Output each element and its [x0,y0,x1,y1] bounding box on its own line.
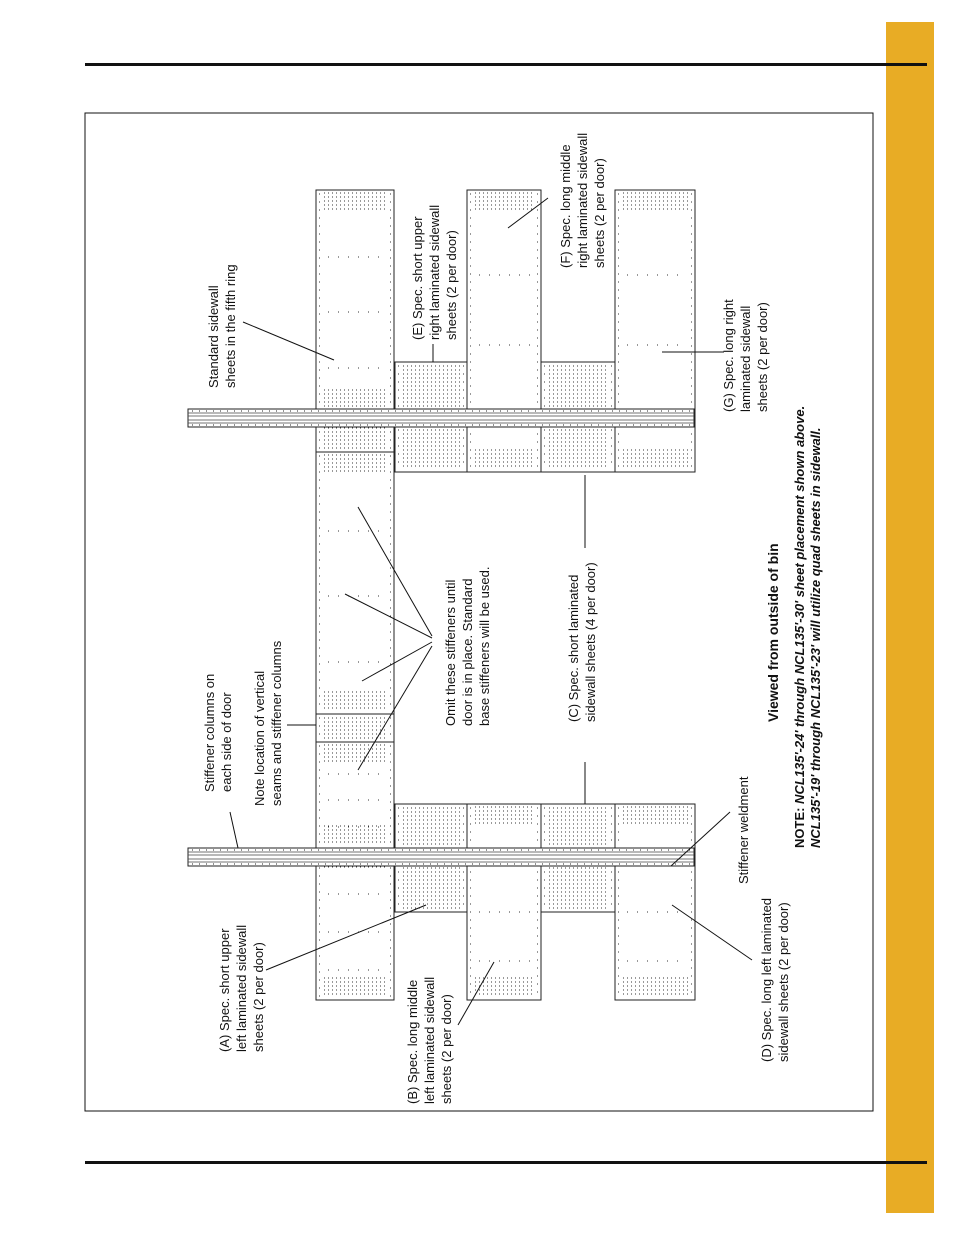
label-sheet-f: (F) Spec. long middle right laminated sidewall sheets (2 per door) [558,132,607,268]
stiffener-column-left [188,848,694,866]
label-omit-stiffeners: Omit these stiffeners until door is in place. Standard base stiffeners will be used. [443,566,492,726]
sheet-standard-mid [316,452,394,714]
sheet-standard-top [316,190,394,412]
sheet-b-long-middle-outline [467,804,541,1000]
sheet-f-long-middle [467,190,541,472]
label-sheet-b: (B) Spec. long middle left laminated sidewall sheets (2 per door) [405,976,454,1104]
sheet-standard-lower-outline [316,742,394,848]
label-sheet-d: (D) Spec. long left laminated sidewall sheets (2 per door) [759,897,791,1062]
sheet-d-long-left [615,804,695,1000]
sheet-standard-top-outline [316,190,394,412]
caption-note-line1: NOTE: NCL135'-24' through NCL135'-30' sheet placement shown above. [792,405,807,848]
label-stiffener-weldment: Stiffener weldment [736,776,751,884]
sheet-d-long-left-outline [615,804,695,1000]
label-sheet-g: (G) Spec. long right laminated sidewall sheets (2 per door) [721,299,770,412]
sheet-g-long-right [615,190,695,472]
leader-stiffener-columns [230,812,238,848]
sheet-a-upper-left [316,848,394,1000]
label-sheet-e: (E) Spec. short upper right laminated sidewall sheets (2 per door) [410,204,459,340]
label-sheet-c: (C) Spec. short laminated sidewall sheets (4 per door) [566,562,598,722]
label-stiffener-columns: Stiffener columns on each side of door [202,673,234,792]
sheet-f-long-middle-outline [467,190,541,472]
sheet-standard-mid-outline [316,452,394,714]
caption-title: Viewed from outside of bin [765,543,781,722]
sheet-standard-lower [316,742,394,848]
sheet-standard-band [316,714,394,742]
sheet-b-long-middle [467,804,541,1000]
label-standard-sidewall: Standard sidewall sheets in the fifth ring [206,264,238,388]
label-sheet-a: (A) Spec. short upper left laminated sidewall sheets (2 per door) [217,924,266,1052]
sheet-standard-band-outline [316,714,394,742]
stiffener-column-right [188,409,694,427]
caption-note-line2: NCL135'-19' through NCL135'-23' will utilize quad sheets in sidewall. [808,427,823,848]
stiffener-column-right-body [188,409,694,427]
sheets-layer [316,190,695,1000]
sheet-g-long-right-outline [615,190,695,472]
stiffener-column-left-body [188,848,694,866]
sheet-a-upper-left-outline [316,848,394,1000]
label-note-location: Note location of vertical seams and stiffener columns [252,640,284,806]
